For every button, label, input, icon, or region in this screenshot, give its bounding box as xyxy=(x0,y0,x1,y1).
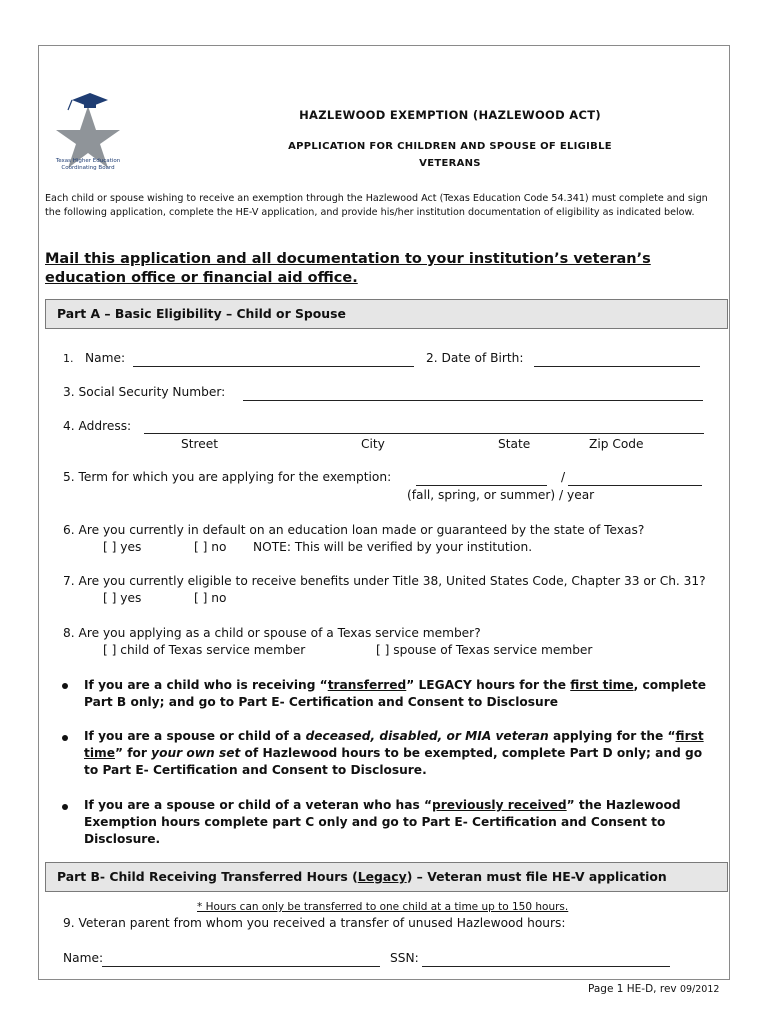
name-field[interactable] xyxy=(133,366,414,367)
address-city-label: City xyxy=(361,437,385,451)
veteran-ssn-field[interactable] xyxy=(422,966,670,967)
q8-spouse-checkbox[interactable]: [ ] spouse of Texas service member xyxy=(376,643,593,657)
bullet-dot-1 xyxy=(62,683,68,689)
bullet-first-time: If you are a spouse or child of a deceased, disabled, or MIA veteran applying for the “first time” for your own set of Hazlewood hours to be exempted, complete Part D only; and go to Part E- Certification and Consent to Disclosure. xyxy=(84,729,704,777)
veteran-name-field[interactable] xyxy=(102,966,380,967)
form-title: HAZLEWOOD EXEMPTION (HAZLEWOOD ACT) xyxy=(299,108,601,122)
veteran-name-label: Name: xyxy=(63,951,104,965)
q5-term-label: 5. Term for which you are applying for the exemption: xyxy=(63,470,392,484)
q6-default-question: 6. Are you currently in default on an education loan made or guaranteed by the state of Texas? xyxy=(63,523,645,537)
q6-no-checkbox[interactable]: [ ] no xyxy=(194,540,227,554)
form-subtitle xyxy=(200,138,700,172)
dob-field[interactable] xyxy=(534,366,700,367)
q2-dob-label: 2. Date of Birth: xyxy=(426,351,524,365)
q6-yes-checkbox[interactable]: [ ] yes xyxy=(103,540,142,554)
logo-text: Texas Higher Education Coordinating Board xyxy=(55,158,121,171)
thecb-logo xyxy=(50,92,126,178)
address-zip-label: Zip Code xyxy=(589,437,644,451)
q8-child-checkbox[interactable]: [ ] child of Texas service member xyxy=(103,643,306,657)
subtitle-line2: VETERANS xyxy=(419,158,481,169)
q6-note: NOTE: This will be verified by your institution. xyxy=(253,540,533,554)
q7-benefits-question: 7. Are you currently eligible to receive benefits under Title 38, United States Code, Chapter 33 or Ch. 31? xyxy=(63,574,706,588)
bullet-previously-received: If you are a spouse or child of a veteran who has “previously received” the Hazlewood Exemption hours complete part C only and go to Part E- Certification and Consent to Disclosure. xyxy=(84,798,681,846)
q4-address-label: 4. Address: xyxy=(63,419,132,433)
veteran-ssn-label: SSN: xyxy=(390,951,419,965)
term-hint: (fall, spring, or summer) / year xyxy=(407,488,595,502)
year-field[interactable] xyxy=(568,485,702,486)
bullet-transferred-legacy: If you are a child who is receiving “transferred” LEGACY hours for the first time, complete Part B only; and go to Part E- Certification and Consent to Disclosure xyxy=(84,678,707,709)
subtitle-line1: APPLICATION FOR CHILDREN AND SPOUSE OF ELIGIBLE xyxy=(288,141,612,152)
term-field[interactable] xyxy=(416,485,547,486)
intro-paragraph: Each child or spouse wishing to receive an exemption through the Hazlewood Act (Texas Education Code 54.341) must complete and sign the following application, complete the HE-V application, and provide his/her institution documentation of eligibility as indicated below. xyxy=(45,193,708,218)
q1-number: 1. xyxy=(63,352,74,365)
q9-veteran-parent-label: 9. Veteran parent from whom you received a transfer of unused Hazlewood hours: xyxy=(63,916,566,930)
q7-yes-checkbox[interactable]: [ ] yes xyxy=(103,591,142,605)
mail-instruction: Mail this application and all documentation to your institution’s veteran’s education office or financial aid office. xyxy=(45,251,651,286)
part-a-header: Part A – Basic Eligibility – Child or Spouse xyxy=(45,299,728,329)
q8-service-member-question: 8. Are you applying as a child or spouse of a Texas service member? xyxy=(63,626,481,640)
transfer-note: * Hours can only be transferred to one child at a time up to 150 hours. xyxy=(197,901,569,913)
bullet-dot-3 xyxy=(62,804,68,810)
q1-name-label: Name: xyxy=(85,351,126,365)
bullet-dot-2 xyxy=(62,735,68,741)
q3-ssn-label: 3. Social Security Number: xyxy=(63,385,226,399)
part-b-header: Part B- Child Receiving Transferred Hours (Legacy) – Veteran must file HE-V application xyxy=(45,862,728,892)
address-street-label: Street xyxy=(181,437,219,451)
address-state-label: State xyxy=(498,437,531,451)
q7-no-checkbox[interactable]: [ ] no xyxy=(194,591,227,605)
ssn-field[interactable] xyxy=(243,400,703,401)
page-footer: Page 1 HE-D, rev 09/2012 xyxy=(588,983,720,995)
term-slash: / xyxy=(561,470,566,484)
address-field[interactable] xyxy=(144,433,704,434)
